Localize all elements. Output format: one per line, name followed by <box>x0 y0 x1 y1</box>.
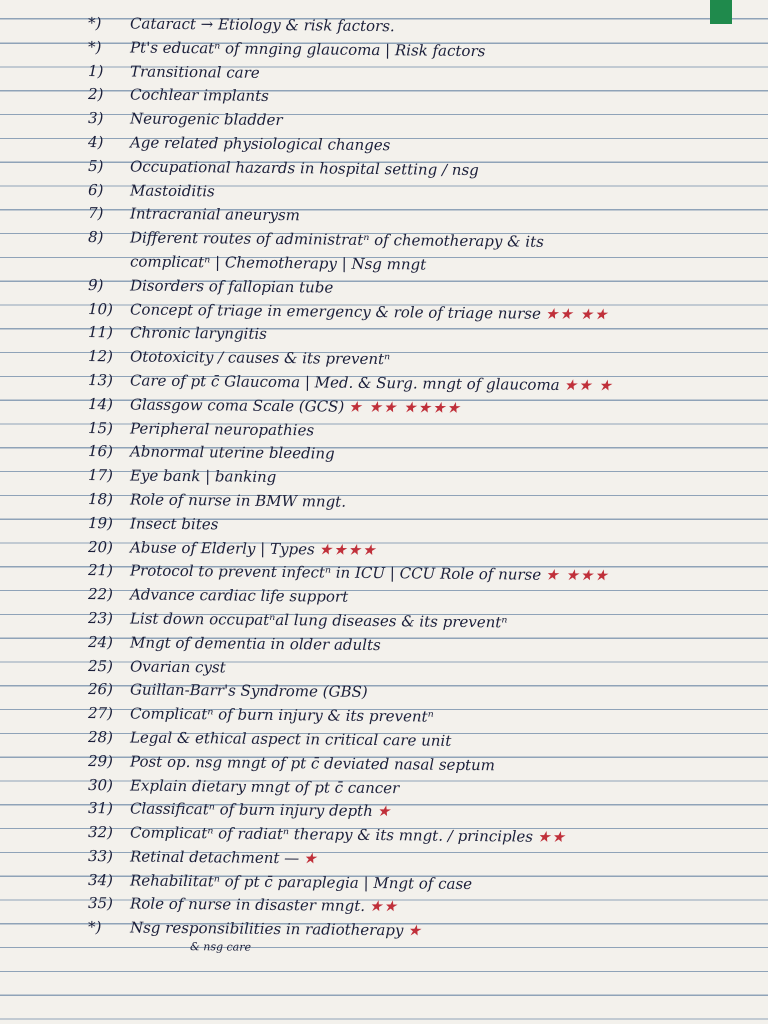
line-text: & nsg care <box>189 940 252 954</box>
line-text: Glassgow coma Scale (GCS) <box>129 395 345 416</box>
line-number: 1) <box>87 61 104 80</box>
line-number: 33) <box>87 846 114 866</box>
line-text: Occupational hazards in hospital setting / nsg <box>129 157 479 179</box>
line-number: 29) <box>87 751 114 770</box>
line-number: 22) <box>87 585 114 604</box>
line-text: complicatⁿ | Chemotherapy | Nsg mngt <box>129 252 427 274</box>
line-number: 19) <box>87 513 114 532</box>
line-text: Pt's educatⁿ of mnging glaucoma | Risk factors <box>129 38 486 60</box>
line-number: 27) <box>87 704 114 723</box>
line-text: Complicatⁿ of burn injury & its preventⁿ <box>129 704 434 726</box>
importance-stars: ★★ <box>536 827 567 847</box>
line-text: Abuse of Elderly | Types <box>129 537 315 558</box>
line-number: *) <box>87 14 102 33</box>
importance-stars: ★ ★★ ★★★★ <box>348 397 461 417</box>
line-number: 10) <box>87 299 114 318</box>
line-number: 30) <box>87 775 114 794</box>
importance-stars: ★★ <box>368 897 399 916</box>
line-number: 12) <box>87 347 114 366</box>
line-number: 13) <box>87 370 114 390</box>
line-text: Different routes of administratⁿ of chemotherapy & its <box>129 228 544 251</box>
line-text: Mastoiditis <box>129 181 215 200</box>
importance-stars: ★★ ★★ <box>544 304 609 324</box>
line-number: 8) <box>87 228 104 247</box>
line-text: Mngt of dementia in older adults <box>129 633 381 654</box>
line-number: 24) <box>87 632 114 651</box>
line-text: Ototoxicity / causes & its preventⁿ <box>129 347 391 369</box>
line-text: Chronic laryngitis <box>129 323 268 344</box>
line-number: 34) <box>87 870 114 889</box>
line-number: 6) <box>87 180 104 199</box>
line-number: 7) <box>87 204 104 223</box>
line-number: 32) <box>87 823 114 842</box>
line-number: 11) <box>87 323 114 342</box>
importance-stars: ★ ★★★ <box>545 566 609 585</box>
line-text: Advance cardiac life support <box>129 585 349 606</box>
line-number: 5) <box>87 156 104 175</box>
importance-stars: ★★★★ <box>318 539 377 559</box>
line-number: 14) <box>87 394 114 414</box>
line-text: Role of nurse in BMW mngt. <box>129 490 347 511</box>
line-number: 35) <box>87 894 114 913</box>
line-text: Intracranial aneurysm <box>129 204 301 225</box>
line-text: Role of nurse in disaster mngt. <box>129 894 366 916</box>
line-text: Rehabilitatⁿ of pt c̄ paraplegia | Mngt of case <box>129 871 473 893</box>
line-number: 17) <box>87 466 114 485</box>
line-number: *) <box>87 37 102 56</box>
line-number: 23) <box>87 608 114 628</box>
line-text: Insect bites <box>129 514 219 534</box>
handwritten-list <box>88 12 758 952</box>
line-text: Age related physiological changes <box>129 133 391 155</box>
line-text: Transitional care <box>129 62 260 82</box>
line-text: Cochlear implants <box>129 85 269 106</box>
line-text: Protocol to prevent infectⁿ in ICU | CCU Role of nurse <box>129 561 542 585</box>
line-text: Concept of triage in emergency & role of triage nurse <box>129 300 541 323</box>
line-number: 28) <box>87 727 114 747</box>
line-text: Retinal detachment — <box>129 847 300 868</box>
line-text: Post op. nsg mngt of pt c̄ deviated nasal septum <box>129 752 496 774</box>
line-number: 3) <box>87 109 104 128</box>
line-text: Care of pt c̄ Glaucoma | Med. & Surg. mngt of glaucoma <box>129 371 560 394</box>
line-text: Nsg responsibilities in radiotherapy <box>129 918 404 940</box>
line-text: Cataract → Etiology & risk factors. <box>129 14 395 36</box>
line-text: Neurogenic bladder <box>129 109 283 130</box>
line-text: Abnormal uterine bleeding <box>129 442 335 463</box>
importance-stars: ★★ ★ <box>563 375 613 395</box>
line-text: Disorders of fallopian tube <box>129 276 334 297</box>
line-number: *) <box>87 918 102 937</box>
line-number: 15) <box>87 418 114 437</box>
line-text: Ovarian cyst <box>129 656 226 676</box>
line-number: 16) <box>87 442 114 461</box>
line-text: Explain dietary mngt of pt c̄ cancer <box>129 775 400 797</box>
line-text: Eye bank | banking <box>129 466 277 487</box>
line-text: Classificatⁿ of burn injury depth <box>129 799 373 821</box>
importance-stars: ★ <box>376 802 392 821</box>
line-text: Legal & ethical aspect in critical care unit <box>129 728 452 750</box>
line-number: 21) <box>87 561 114 580</box>
line-number: 9) <box>87 275 104 294</box>
line-number: 31) <box>87 799 114 818</box>
importance-stars: ★ <box>303 849 318 868</box>
line-text: List down occupatⁿal lung diseases & its preventⁿ <box>129 609 508 632</box>
line-text: Peripheral neuropathies <box>129 418 315 439</box>
line-text: Guillan-Barr's Syndrome (GBS) <box>129 680 368 702</box>
line-number: 20) <box>87 537 114 556</box>
importance-stars: ★ <box>407 921 422 940</box>
line-text: Complicatⁿ of radiatⁿ therapy & its mngt. / principles <box>129 823 534 846</box>
line-number: 18) <box>87 489 114 509</box>
line-number: 26) <box>87 680 114 699</box>
line-number: 25) <box>87 656 114 675</box>
line-number: 2) <box>87 85 104 104</box>
line-number: 4) <box>87 132 104 152</box>
